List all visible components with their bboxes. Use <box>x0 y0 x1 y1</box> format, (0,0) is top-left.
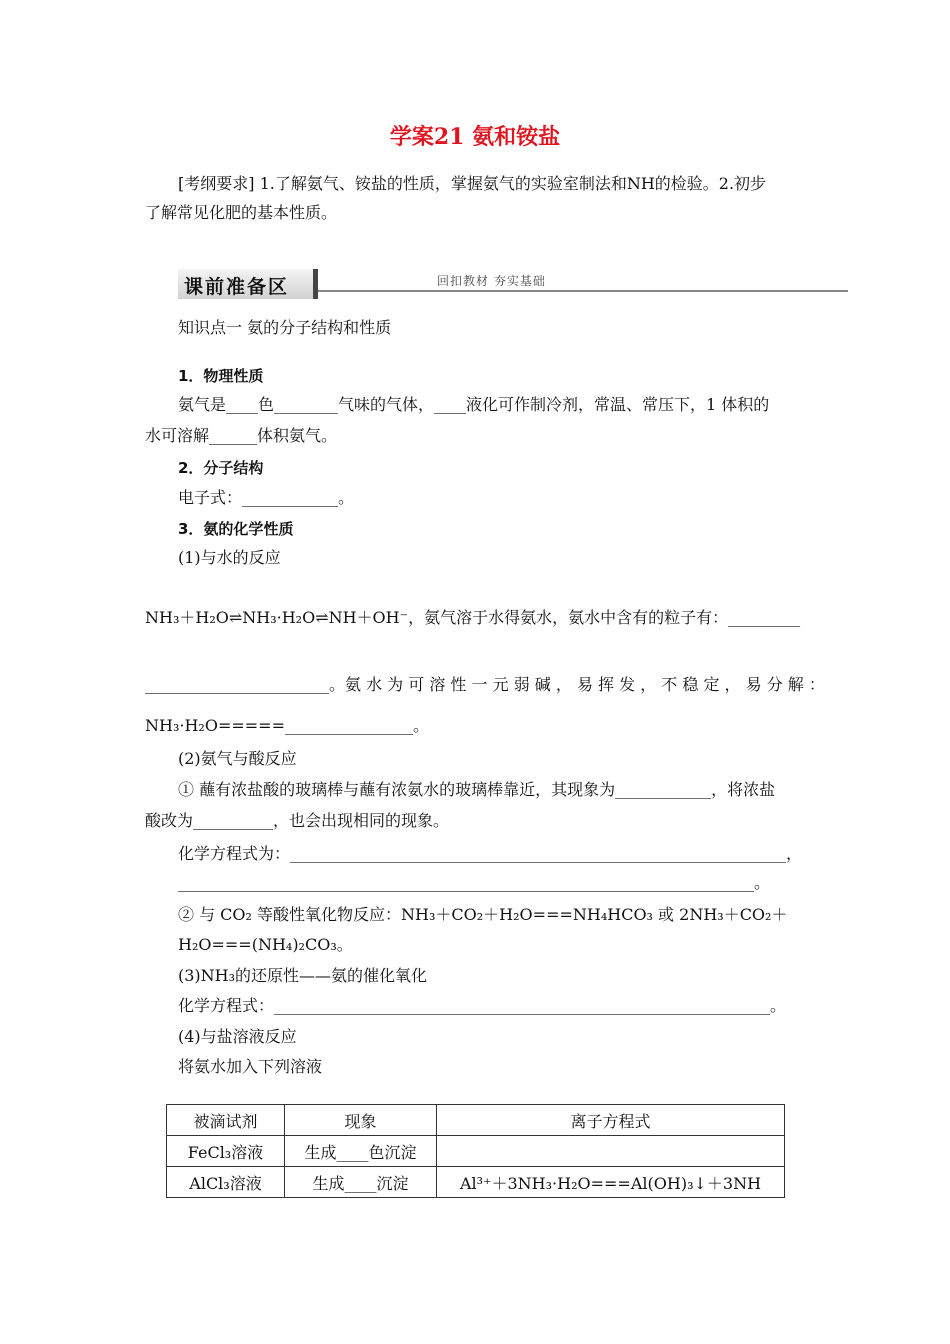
section-1-line-1: 氨气是____色________气味的气体，____液化可作制冷剂，常温、常压下，1 体积的 <box>178 395 770 414</box>
page-title: 学案21 氨和铵盐 <box>389 124 561 150</box>
table-header-cell: 离子方程式 <box>437 1105 785 1136</box>
section-1-heading: 1．物理性质 <box>178 367 264 385</box>
table-header-cell: 现象 <box>285 1105 437 1136</box>
subsection-catalytic-oxidation: (3)NH₃的还原性——氨的催化氧化 <box>178 966 428 985</box>
section-1-line-2: 水可溶解______体积氨气。 <box>145 426 338 445</box>
subsection-salt: (4)与盐溶液反应 <box>178 1027 297 1046</box>
acid-line-1: ① 蘸有浓盐酸的玻璃棒与蘸有浓氨水的玻璃棒靠近，其现象为____________，将浓盐 <box>178 780 776 799</box>
co2-line-1: ② 与 CO₂ 等酸性氧化物反应：NH₃＋CO₂＋H₂O===NH₄HCO₃ 或 2NH₃＋CO₂＋ <box>178 905 788 924</box>
water-equation-line-1: NH₃＋H₂O⇌NH₃·H₂O⇌NH＋OH⁻，氨气溶于水得氨水，氨水中含有的粒子有：_________ <box>145 608 801 627</box>
water-equation-line-3: NH₃·H₂O=====________________。 <box>145 716 429 735</box>
table-row <box>167 1167 785 1198</box>
co2-line-2: H₂O===(NH₄)₂CO₃。 <box>178 935 353 954</box>
requirements-line-2: 了解常见化肥的基本性质。 <box>145 203 338 222</box>
section-2-heading: 2．分子结构 <box>178 459 264 477</box>
table-cell: AlCl₃溶液 <box>167 1167 285 1198</box>
table-cell <box>437 1136 785 1167</box>
section-banner-subtitle: 回扣教材 夯实基础 <box>437 274 546 288</box>
section-banner-label: 课前准备区 <box>184 276 290 298</box>
water-equation-line-2: _______________________。氨 水 为 可 溶 性 一 元 弱 碱 ， 易 挥 发 ， 不 稳 定 ， 易 分 解 ： <box>145 675 825 694</box>
banner-divider <box>318 290 848 292</box>
table-header-cell: 被滴试剂 <box>167 1105 285 1136</box>
salt-intro: 将氨水加入下列溶液 <box>178 1057 323 1076</box>
requirements-line-1: [考纲要求] 1.了解氨气、铵盐的性质，掌握氨气的实验室制法和NH的检验。2.初步 <box>178 174 767 193</box>
acid-equation-line-2: ________________________________________________________________________。 <box>178 873 770 892</box>
acid-equation-line-1: 化学方程式为：______________________________________________________________， <box>178 844 803 863</box>
table-row <box>167 1136 785 1167</box>
table-header-row <box>167 1105 785 1136</box>
reaction-table <box>166 1104 785 1198</box>
table-cell: 生成____色沉淀 <box>285 1136 437 1167</box>
table-cell: 生成____沉淀 <box>285 1167 437 1198</box>
knowledge-point-heading: 知识点一 氨的分子结构和性质 <box>178 318 392 337</box>
table-cell: FeCl₃溶液 <box>167 1136 285 1167</box>
electron-formula-line: 电子式：____________。 <box>178 488 355 507</box>
subsection-water: (1)与水的反应 <box>178 548 281 567</box>
subsection-acid: (2)氨气与酸反应 <box>178 749 297 768</box>
table-cell: Al³⁺＋3NH₃·H₂O===Al(OH)₃↓＋3NH <box>437 1167 785 1198</box>
catalytic-equation-line: 化学方程式：______________________________________________________________。 <box>178 996 787 1015</box>
section-3-heading: 3．氨的化学性质 <box>178 520 294 538</box>
acid-line-2: 酸改为__________，也会出现相同的现象。 <box>145 811 450 830</box>
